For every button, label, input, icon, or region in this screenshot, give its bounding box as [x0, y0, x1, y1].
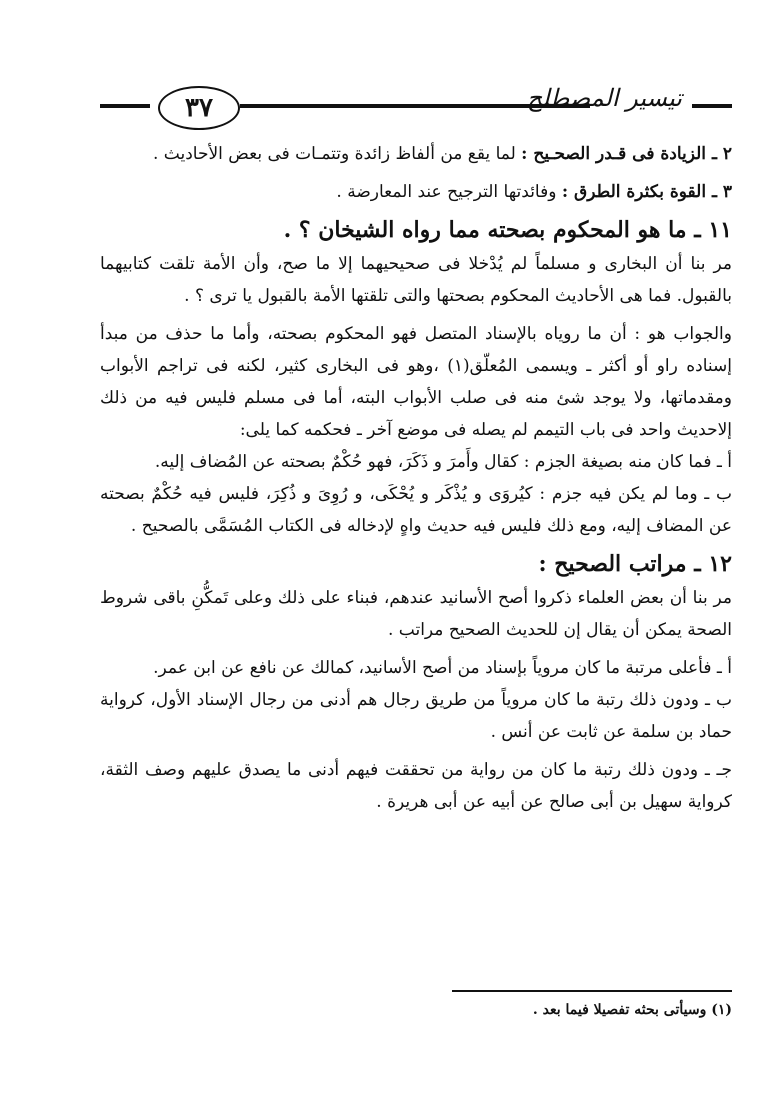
header-rule-left — [100, 104, 150, 108]
running-title: تيسير المصطلح — [526, 84, 682, 112]
page-number: ٣٧ — [158, 86, 240, 130]
list-item-b: ب ـ ودون ذلك رتبة ما كان مروياً من طريق رجال هم أدنى من رجال الإسناد الأول، كرواية حماد بن سلمة عن ثابت عن أنس . — [100, 690, 732, 742]
footnote: (١) وسيأتى بحثه تفصيلا فيما بعد . — [532, 1002, 732, 1018]
list-item-b: ب ـ وما لم يكن فيه جزم : كيُروَى و يُذْكَر و يُحْكَى، و رُوِىَ و ذُكِرَ، فليس فيه حُكْمٌ بصحته عن المضاف إليه، ومع ذلك فليس فيه حديث واهٍ لإدخاله فى الكتاب المُسَمَّى بالصحيح . — [100, 484, 732, 536]
page-body — [100, 138, 732, 818]
section-heading-12: ١٢ ـ مراتب الصحيح : — [538, 551, 732, 577]
list-item-a: أ ـ فما كان منه بصيغة الجزم : كقال وأَمرَ و ذَكَرَ، فهو حُكْمٌ بصحته عن المُضاف إليه. — [154, 452, 732, 472]
list-item-a: أ ـ فأعلى مرتبة ما كان مروياً بإسناد من أصح الأسانيد، كمالك عن نافع عن ابن عمر. — [153, 658, 732, 678]
page-header — [100, 82, 732, 132]
list-item-c: جـ ـ ودون ذلك رتبة ما كان من رواية من تحققت فيهم أدنى ما يصدق عليهم وصف الثقة، كرواية سهيل بن أبى صالح عن أبيه عن أبى هريرة . — [100, 760, 732, 812]
section-heading-11: ١١ ـ ما هو المحكوم بصحته مما رواه الشيخان ؟ . — [283, 217, 732, 243]
paragraph-body: والجواب هو : أن ما روياه بالإسناد المتصل فهو المحكوم بصحته، وأما ما حذف من مبدأ إسناده راو أو أكثر ـ ويسمى المُعلّق(١) ،وهو فى البخارى كثير، لكنه فى تراجم الأبواب ومقدماتها، ولا يوجد شئ منه فى صلب الأبواب البته، أما فى مسلم فليس فيه من ذلك إلاحديث واحد فى باب التيمم لم يصله فى موضع آخر ـ فحكمه كما يلى: — [100, 324, 732, 440]
item-lead: ٣ ـ القوة بكثرة الطرق : — [561, 182, 732, 202]
paragraph-2-additions — [100, 138, 732, 170]
paragraph-body: مر بنا أن البخارى و مسلماً لم يُدْخلا فى صحيحيهما إلا ما صح، وأن الأمة تلقت كتابيهما بالقبول. فما هى الأحاديث المحكوم بصحتها والتى تلقتها الأمة بالقبول يا ترى ؟ . — [100, 254, 732, 306]
item-lead: ٢ ـ الزيادة فى قـدر الصحـيح : — [521, 144, 732, 164]
item-text: لما يقع من ألفاظ زائدة وتتمـات فى بعض الأحاديث . — [152, 144, 522, 164]
paragraph-body: مر بنا أن بعض العلماء ذكروا أصح الأسانيد عندهم، فبناء على ذلك وعلى تَمكُّنِ باقى شروط الصحة يمكن أن يقال إن للحديث الصحيح مراتب . — [100, 588, 732, 640]
paragraph-3-strength — [100, 176, 732, 208]
item-text: وفائدتها الترجيح عند المعارضة . — [336, 182, 562, 202]
footnote-divider — [452, 990, 732, 992]
header-rule-right — [692, 104, 732, 108]
